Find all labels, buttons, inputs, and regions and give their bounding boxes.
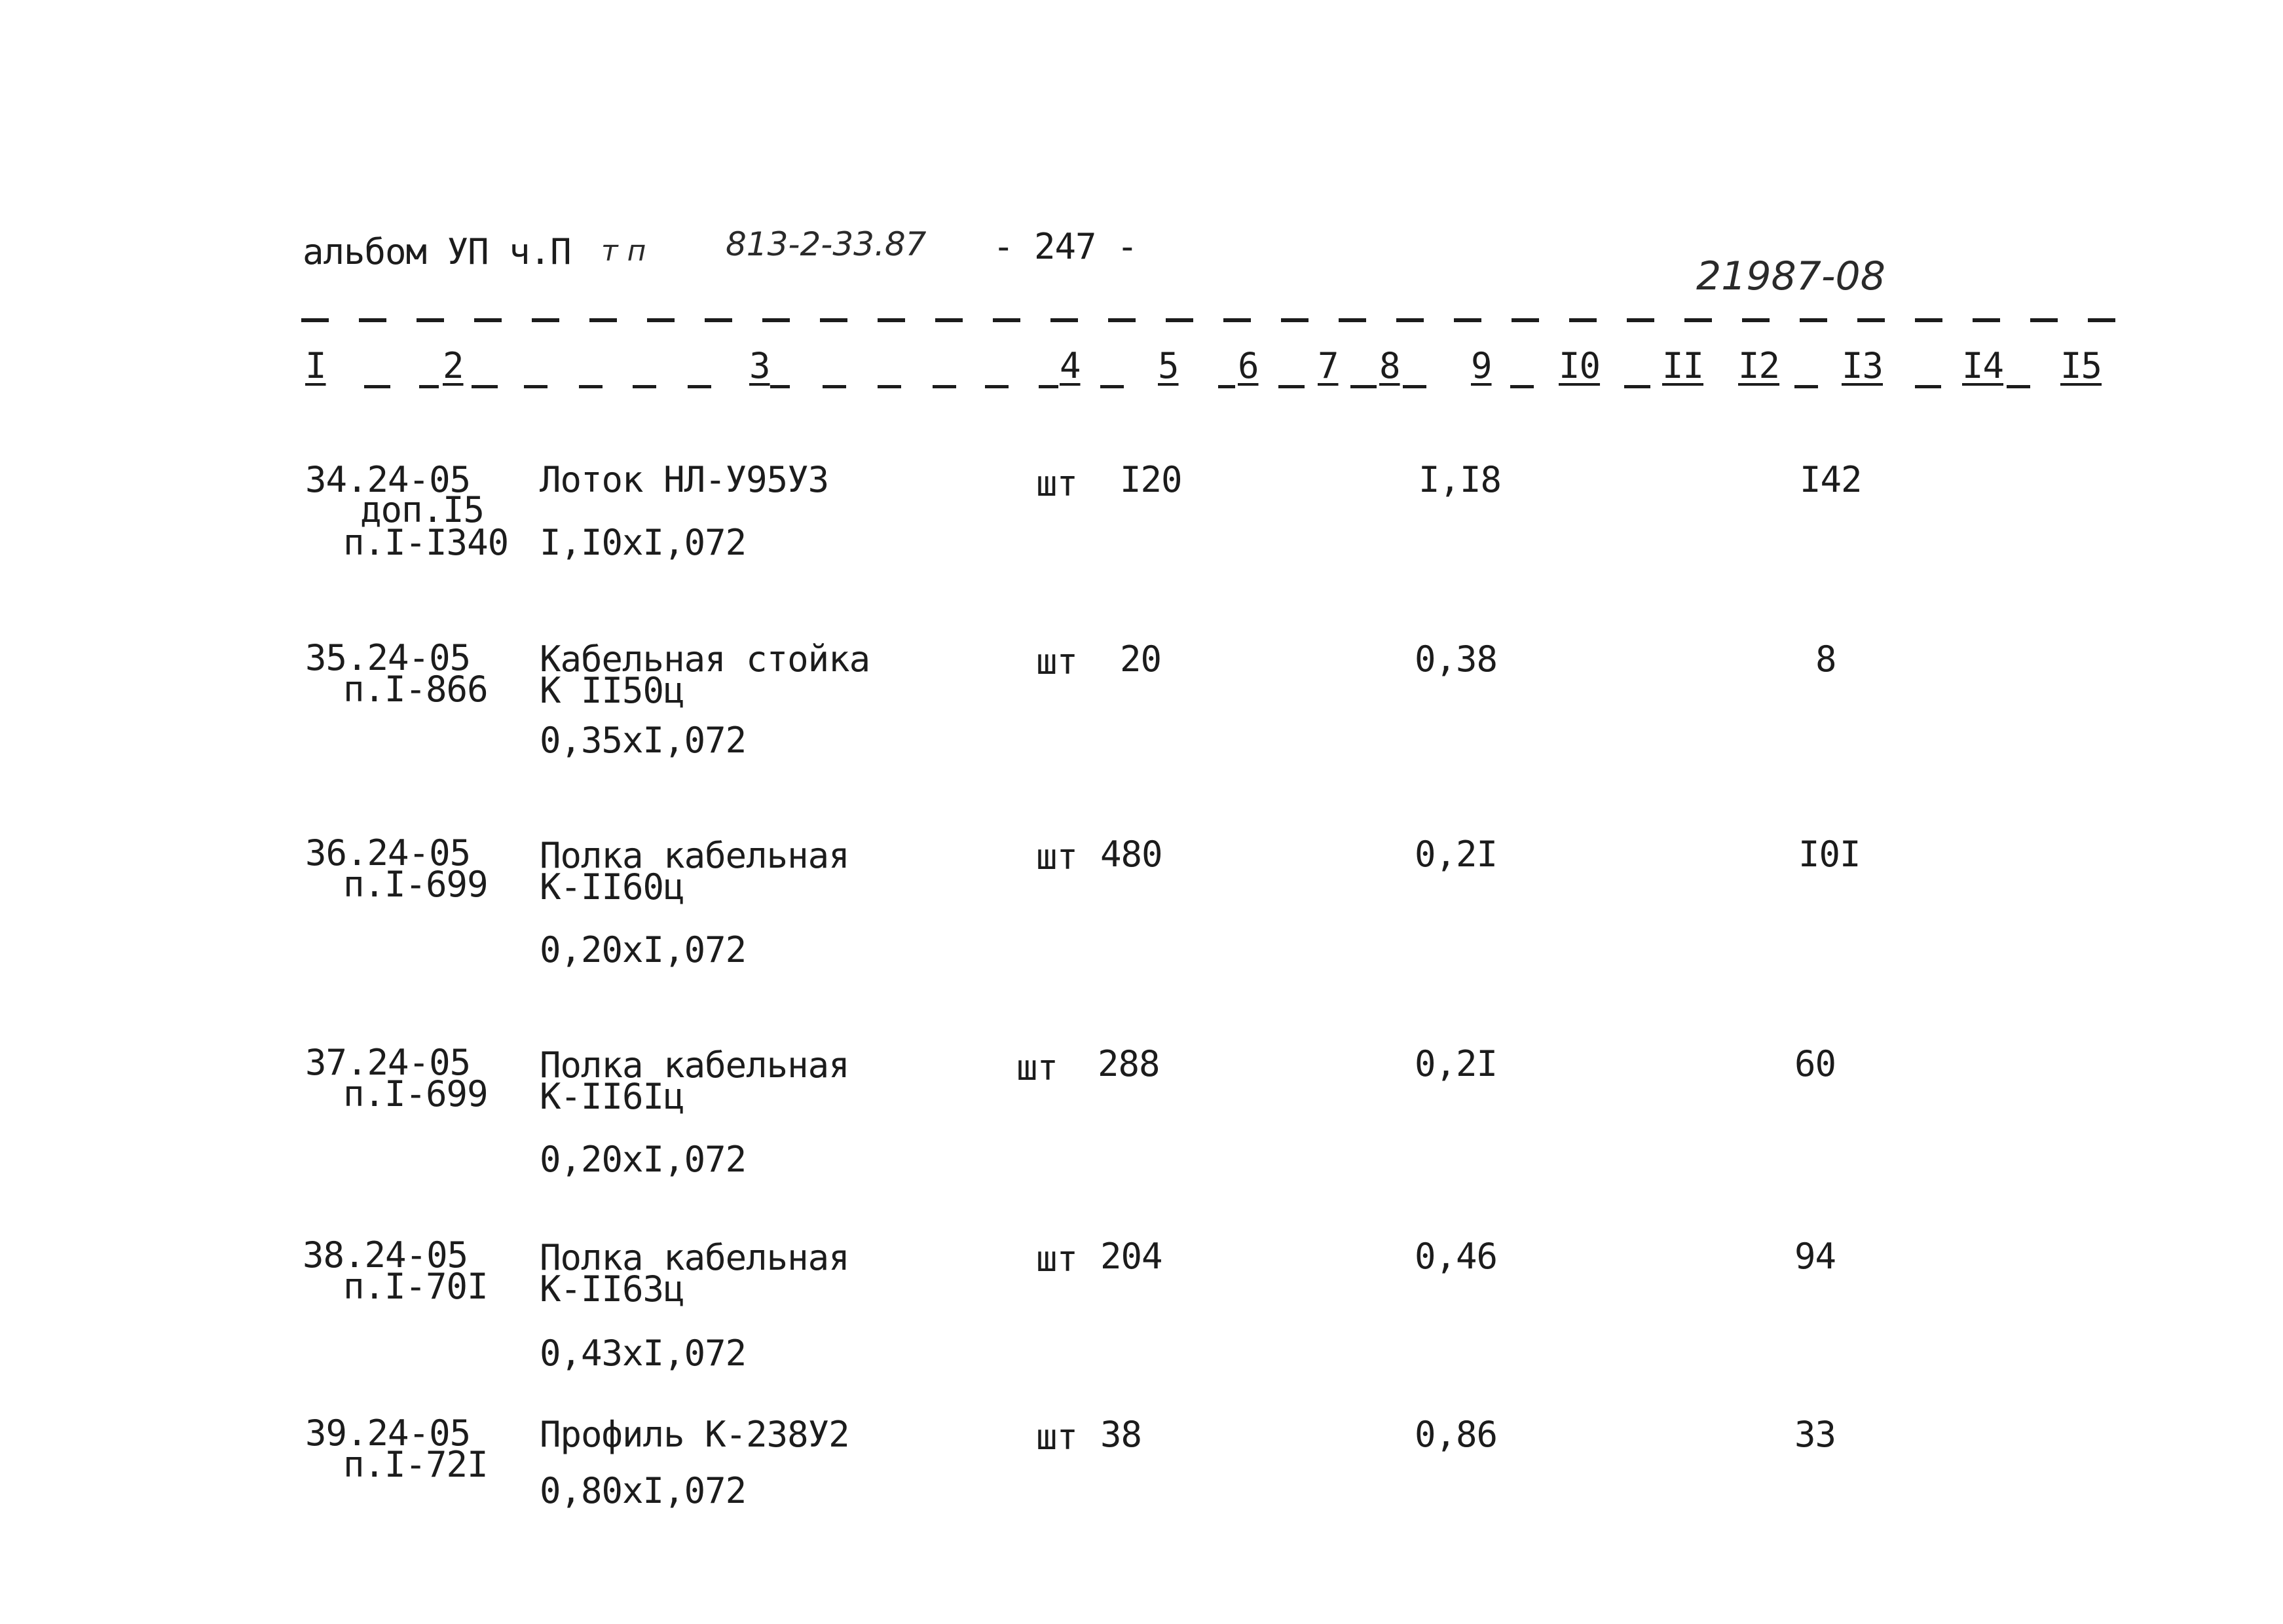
item-ref-line: п.I-72I xyxy=(343,1444,488,1485)
item-name-line: К II50ц xyxy=(540,670,684,711)
column-number: I2 xyxy=(1738,345,1780,386)
column-number: 3 xyxy=(749,345,770,386)
item-col9-value: 0,38 xyxy=(1415,638,1498,680)
header-dashed-rule xyxy=(301,318,2122,322)
column-separator-dash xyxy=(1100,385,1124,388)
column-separator-dash xyxy=(1915,385,1941,388)
item-name-line: Кабельная стойка xyxy=(540,638,870,680)
item-code: 38.24-05 xyxy=(303,1234,468,1276)
item-code: 39.24-05 xyxy=(305,1412,471,1454)
item-col9-value: 0,86 xyxy=(1415,1414,1498,1455)
item-quantity: 38 xyxy=(1100,1414,1142,1455)
item-ref-line: п.I-699 xyxy=(343,1073,488,1115)
item-name-line: Полка кабельная xyxy=(540,835,849,876)
column-separator-dash xyxy=(633,385,656,388)
item-name-line: Полка кабельная xyxy=(540,1044,849,1086)
item-name-line: К-II6Iц xyxy=(540,1076,684,1117)
column-separator-dash xyxy=(1510,385,1534,388)
item-quantity: 20 xyxy=(1120,638,1162,680)
column-number: 2 xyxy=(443,345,464,386)
column-number: 5 xyxy=(1158,345,1179,386)
column-separator-dash xyxy=(985,385,1009,388)
item-ref-line: п.I-I340 xyxy=(343,522,509,563)
item-col13-value: 8 xyxy=(1815,638,1836,680)
item-unit: шт xyxy=(1036,836,1078,877)
column-number: I xyxy=(305,345,326,386)
item-ref-line: п.I-866 xyxy=(343,669,488,710)
column-number: I4 xyxy=(1962,345,2004,386)
item-quantity: 288 xyxy=(1098,1043,1160,1084)
column-separator-dash xyxy=(1624,385,1650,388)
item-dimensions: 0,43xI,072 xyxy=(540,1333,747,1374)
item-ref-line: п.I-699 xyxy=(343,864,488,905)
column-separator-dash xyxy=(688,385,711,388)
column-separator-dash xyxy=(878,385,901,388)
item-dimensions: 0,20xI,072 xyxy=(540,929,747,970)
column-separator-dash xyxy=(524,385,548,388)
item-col13-value: 33 xyxy=(1794,1414,1836,1455)
item-code: 34.24-05 xyxy=(305,459,471,500)
column-number: I3 xyxy=(1842,345,1884,386)
item-code: 37.24-05 xyxy=(305,1042,471,1083)
item-unit: шт xyxy=(1016,1047,1058,1088)
column-number: 6 xyxy=(1238,345,1259,386)
column-number: I5 xyxy=(2060,345,2102,386)
column-separator-dash xyxy=(1278,385,1305,388)
column-separator-dash xyxy=(770,385,790,388)
column-number: 7 xyxy=(1318,345,1339,386)
tp-mark: т п xyxy=(601,234,646,268)
item-ref-line: доп.I5 xyxy=(360,489,485,530)
page-number: - 247 - xyxy=(993,226,1138,267)
column-separator-dash xyxy=(1350,385,1377,388)
column-separator-dash xyxy=(1794,385,1818,388)
item-dimensions: I,I0xI,072 xyxy=(540,522,747,563)
column-separator-dash xyxy=(1403,385,1426,388)
stamp-number: 21987-08 xyxy=(1696,253,1885,299)
item-col9-value: 0,2I xyxy=(1415,834,1498,875)
column-separator-dash xyxy=(579,385,603,388)
item-col13-value: 60 xyxy=(1794,1043,1836,1084)
column-separator-dash xyxy=(1039,385,1058,388)
item-name-line: Лоток НЛ-У95У3 xyxy=(540,459,829,500)
item-unit: шт xyxy=(1036,1416,1078,1458)
item-ref-line: п.I-70I xyxy=(343,1266,488,1307)
item-unit: шт xyxy=(1036,1238,1078,1280)
item-dimensions: 0,80xI,072 xyxy=(540,1470,747,1511)
item-dimensions: 0,20xI,072 xyxy=(540,1139,747,1180)
item-code: 36.24-05 xyxy=(305,832,471,874)
item-quantity: I20 xyxy=(1120,459,1182,500)
item-col13-value: I42 xyxy=(1800,459,1862,500)
item-col13-value: I0I xyxy=(1798,834,1861,875)
column-number: I0 xyxy=(1559,345,1601,386)
item-col9-value: 0,2I xyxy=(1415,1043,1498,1084)
item-name-line: К-II60ц xyxy=(540,866,684,908)
column-number: 8 xyxy=(1379,345,1400,386)
item-code: 35.24-05 xyxy=(305,637,471,678)
item-name-line: К-II63ц xyxy=(540,1268,684,1310)
column-separator-dash xyxy=(823,385,846,388)
item-quantity: 204 xyxy=(1100,1236,1162,1277)
column-separator-dash xyxy=(2007,385,2030,388)
item-col9-value: 0,46 xyxy=(1415,1236,1498,1277)
column-separator-dash xyxy=(364,385,390,388)
column-number: 4 xyxy=(1060,345,1081,386)
column-separator-dash xyxy=(933,385,956,388)
item-dimensions: 0,35xI,072 xyxy=(540,720,747,761)
column-number: 9 xyxy=(1471,345,1492,386)
album-label: альбом УП ч.П xyxy=(303,231,571,272)
item-col9-value: I,I8 xyxy=(1419,459,1502,500)
column-separator-dash xyxy=(419,385,439,388)
item-quantity: 480 xyxy=(1100,834,1162,875)
document-code: 813-2-33.87 xyxy=(726,225,927,263)
item-name-line: Полка кабельная xyxy=(540,1237,849,1278)
column-separator-dash xyxy=(1218,385,1235,388)
column-separator-dash xyxy=(472,385,498,388)
item-unit: шт xyxy=(1036,641,1078,682)
item-col13-value: 94 xyxy=(1794,1236,1836,1277)
item-name-line: Профиль К-238У2 xyxy=(540,1414,849,1455)
item-unit: шт xyxy=(1036,463,1078,504)
column-number: II xyxy=(1662,345,1704,386)
